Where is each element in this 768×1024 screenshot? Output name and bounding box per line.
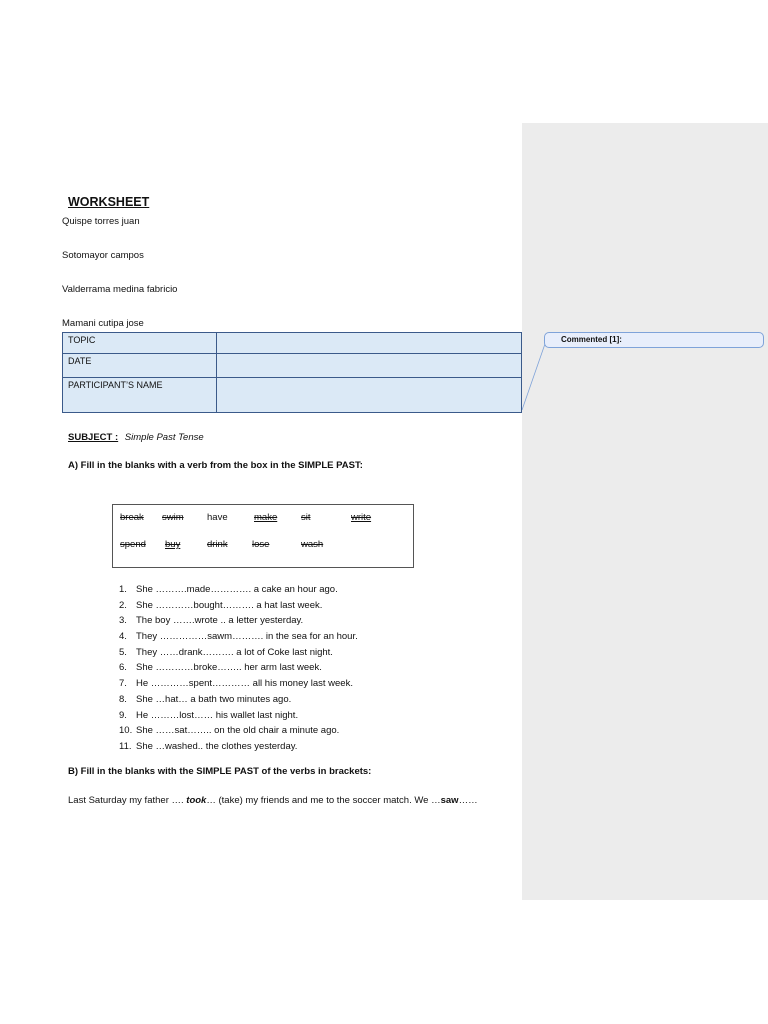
verb-word: buy — [165, 539, 181, 550]
verb-word: have — [207, 512, 228, 523]
comment-label: Commented [1]: — [561, 335, 622, 344]
item-number: 11. — [119, 740, 132, 752]
exercise-item — [119, 692, 358, 708]
item-text: She …washed.. the clothes yesterday. — [136, 740, 298, 752]
student-name: Valderrama medina fabricio — [62, 284, 178, 295]
exercise-item — [119, 598, 358, 614]
topic-label: TOPIC — [63, 333, 217, 354]
answer-took: took — [186, 795, 207, 806]
verb-word: make — [254, 512, 278, 523]
item-number: 8. — [119, 693, 127, 705]
subject-label: SUBJECT : — [68, 432, 119, 443]
exercise-item — [119, 645, 358, 661]
subject-value: Simple Past Tense — [124, 432, 204, 443]
verb-word: drink — [207, 539, 228, 550]
verb-word: lose — [252, 539, 270, 550]
exercise-item — [119, 676, 358, 692]
student-name: Sotomayor campos — [62, 250, 144, 261]
item-text: She …hat… a bath two minutes ago. — [136, 693, 292, 705]
participant-name-field[interactable] — [217, 378, 522, 413]
item-number: 10. — [119, 725, 133, 737]
topic-field[interactable] — [217, 333, 522, 354]
table-row — [63, 333, 522, 354]
student-name: Quispe torres juan — [62, 216, 140, 227]
item-number: 4. — [119, 631, 127, 643]
info-table — [62, 332, 522, 413]
item-text: They ……………sawm………. in the sea for an hour. — [136, 631, 358, 643]
item-text: She ……….made…………. a cake an hour ago. — [136, 584, 338, 595]
exercise-item — [119, 660, 358, 676]
item-text: She …………broke…….. her arm last week. — [136, 662, 322, 674]
student-name: Mamani cutipa jose — [62, 318, 144, 329]
item-number: 9. — [119, 709, 127, 721]
paragraph-text: Last Saturday my father …. — [68, 795, 187, 806]
verb-word: spend — [120, 539, 146, 550]
exercise-item — [119, 629, 358, 645]
answer-saw: saw — [440, 795, 459, 806]
comment-balloon[interactable] — [544, 332, 764, 348]
verb-word: wash — [301, 539, 324, 550]
item-number: 1. — [119, 584, 127, 595]
item-text: He …………spent………… all his money last week. — [136, 678, 353, 690]
participant-name-label: PARTICIPANT’S NAME — [63, 378, 217, 413]
table-row — [63, 378, 522, 413]
exercise-item — [119, 582, 358, 598]
exercise-item — [119, 723, 358, 739]
verb-word: break — [120, 512, 144, 523]
table-row — [63, 354, 522, 378]
verb-word: swim — [162, 512, 184, 523]
exercise-item — [119, 613, 358, 629]
item-number: 5. — [119, 646, 127, 658]
exercise-item — [119, 708, 358, 724]
exercise-list — [119, 582, 358, 755]
subject-line — [68, 432, 204, 443]
item-number: 7. — [119, 678, 127, 690]
paragraph-text: …… — [458, 795, 478, 806]
date-field[interactable] — [217, 354, 522, 378]
item-text: He ………lost…… his wallet last night. — [136, 709, 299, 721]
item-text: She ……sat…….. on the old chair a minute ago. — [136, 725, 340, 737]
verb-word: sit — [301, 512, 311, 523]
worksheet-title: WORKSHEET — [68, 195, 150, 209]
section-b-paragraph — [68, 795, 478, 806]
exercise-item — [119, 739, 358, 755]
paragraph-text: … (take) my friends and me to the soccer match. We … — [206, 795, 441, 806]
item-number: 6. — [119, 662, 127, 674]
item-number: 2. — [119, 599, 127, 611]
item-text: The boy …….wrote .. a letter yesterday. — [136, 615, 304, 627]
item-number: 3. — [119, 615, 127, 627]
date-label: DATE — [63, 354, 217, 378]
item-text: They ……drank………. a lot of Coke last night. — [136, 646, 333, 658]
verb-word: write — [351, 512, 372, 523]
item-text: She …………bought………. a hat last week. — [136, 599, 323, 611]
section-b-instruction: B) Fill in the blanks with the SIMPLE PAST of the verbs in brackets: — [68, 766, 372, 777]
section-a-instruction: A) Fill in the blanks with a verb from the box in the SIMPLE PAST: — [68, 460, 363, 471]
verb-box — [112, 504, 414, 568]
